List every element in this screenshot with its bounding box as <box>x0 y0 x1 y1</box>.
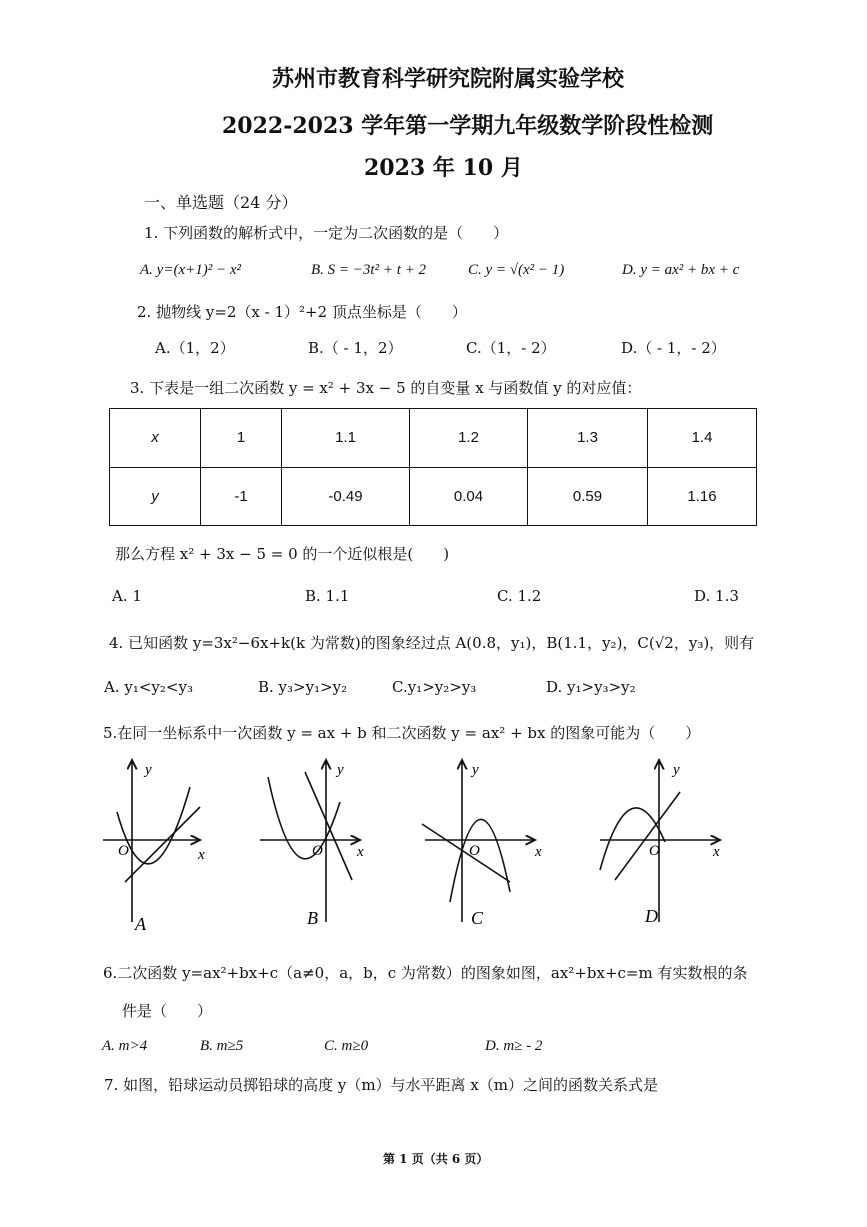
table-cell: -1 <box>201 467 282 526</box>
graph-label-d: D <box>645 906 658 926</box>
axis-label-x: x <box>357 844 364 860</box>
table-cell: 1.3 <box>528 409 648 468</box>
table-cell: -0.49 <box>282 467 410 526</box>
q3-option-d: D. 1.3 <box>694 587 739 605</box>
origin-label: O <box>118 843 129 859</box>
exam-date: 2023 年 10 月 <box>364 155 523 181</box>
q5-stem: 5.在同一坐标系中一次函数 y = ax + b 和二次函数 y = ax² + bx 的图象可能为（ ） <box>103 724 701 742</box>
q2-stem: 2. 抛物线 y=2（x - 1）²+2 顶点坐标是（ ） <box>137 303 467 321</box>
table-row-x <box>110 409 757 468</box>
q6-option-c: C. m≥0 <box>324 1038 369 1054</box>
graph-c <box>422 760 535 922</box>
section-title: 一、单选题（24 分） <box>144 193 298 212</box>
axis-label-y: y <box>337 762 344 778</box>
q1-option-b: B. S = −3t² + t + 2 <box>311 262 426 278</box>
q4-option-d: D. y₁>y₃>y₂ <box>546 678 636 696</box>
axis-label-x: x <box>713 844 720 860</box>
q3-value-table <box>109 408 757 526</box>
graph-b <box>260 760 360 922</box>
q1-option-a: A. y=(x+1)² − x² <box>140 262 241 278</box>
graph-label-a: A <box>135 914 146 934</box>
q7-stem: 7. 如图，铅球运动员掷铅球的高度 y（m）与水平距离 x（m）之间的函数关系式是 <box>104 1076 659 1094</box>
table-cell: 1 <box>201 409 282 468</box>
q3-stem: 3. 下表是一组二次函数 y = x² + 3x − 5 的自变量 x 与函数值 y 的对应值： <box>130 379 642 397</box>
q5-graphs <box>95 752 795 942</box>
q2-option-b: B.（ - 1，2） <box>308 339 403 357</box>
q4-option-a: A. y₁<y₂<y₃ <box>104 678 193 696</box>
table-cell: 1.2 <box>410 409 528 468</box>
graph-label-c: C <box>471 908 484 928</box>
q3-option-c: C. 1.2 <box>497 587 542 605</box>
q3-option-a: A. 1 <box>112 587 142 605</box>
q4-stem: 4. 已知函数 y=3x²−6x+k(k 为常数)的图象经过点 A(0.8，y₁)，B(1.1，y₂)，C(√2，y₃)，则有 <box>109 634 755 652</box>
table-cell: 1.1 <box>282 409 410 468</box>
q6-option-d: D. m≥ - 2 <box>485 1038 543 1054</box>
q2-option-a: A.（1，2） <box>155 339 235 357</box>
origin-label: O <box>469 843 480 859</box>
q1-option-d: D. y = ax² + bx + c <box>622 262 740 278</box>
q2-option-d: D.（ - 1，- 2） <box>621 339 726 357</box>
q1-option-c: C. y = √(x² − 1) <box>468 262 565 278</box>
q6-stem-cont: 件是（ ） <box>122 1002 213 1020</box>
q3-followup: 那么方程 x² + 3x − 5 = 0 的一个近似根是( ) <box>115 545 450 563</box>
q6-stem: 6.二次函数 y=ax²+bx+c（a≠0，a，b，c 为常数）的图象如图，ax²+bx+c=m 有实数根的条 <box>103 964 748 982</box>
graph-d <box>600 760 720 922</box>
q6-option-b: B. m≥5 <box>200 1038 244 1054</box>
table-cell: 0.04 <box>410 467 528 526</box>
axis-label-y: y <box>673 762 680 778</box>
axis-label-y: y <box>472 762 479 778</box>
table-cell: x <box>110 409 201 468</box>
graph-label-b: B <box>307 908 318 928</box>
table-row-y <box>110 467 757 526</box>
table-cell: y <box>110 467 201 526</box>
q4-option-b: B. y₃>y₁>y₂ <box>258 678 348 696</box>
origin-label: O <box>312 843 323 859</box>
table-cell: 0.59 <box>528 467 648 526</box>
page-number: 第 1 页（共 6 页） <box>383 1152 489 1166</box>
school-title: 苏州市教育科学研究院附属实验学校 <box>272 66 625 92</box>
q4-option-c: C.y₁>y₂>y₃ <box>392 678 477 696</box>
table-cell: 1.16 <box>648 467 757 526</box>
graph-a <box>103 760 200 922</box>
q2-option-c: C.（1，- 2） <box>466 339 556 357</box>
exam-title: 2022-2023 学年第一学期九年级数学阶段性检测 <box>222 113 714 139</box>
axis-label-x: x <box>535 844 542 860</box>
axis-label-y: y <box>145 762 152 778</box>
origin-label: O <box>649 843 660 859</box>
table-cell: 1.4 <box>648 409 757 468</box>
q1-stem: 1. 下列函数的解析式中，一定为二次函数的是（ ） <box>144 224 509 242</box>
axis-label-x: x <box>198 847 205 863</box>
q6-option-a: A. m>4 <box>102 1038 148 1054</box>
q3-option-b: B. 1.1 <box>305 587 350 605</box>
